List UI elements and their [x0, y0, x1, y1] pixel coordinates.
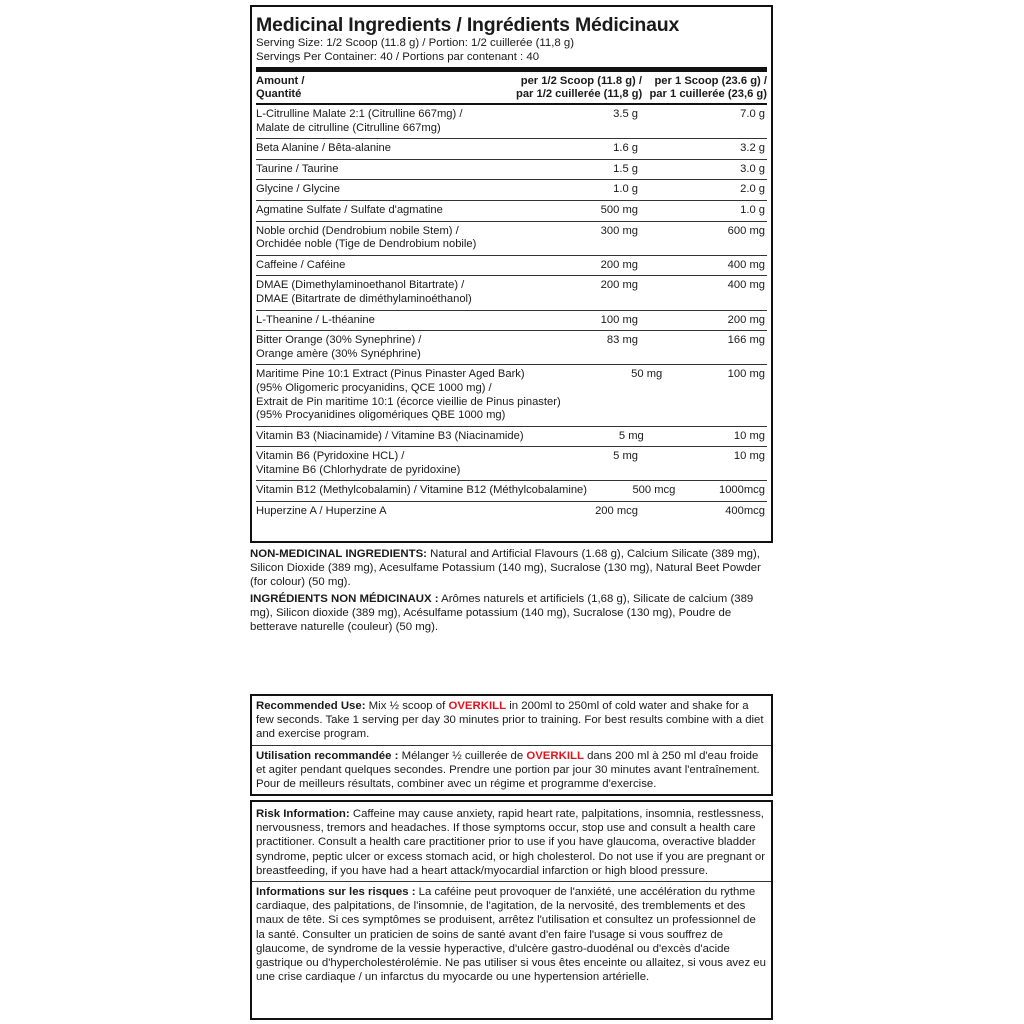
risk-info-fr-text: La caféine peut provoquer de l'anxiété, une accélération du rythme cardiaque, des palpitations, de l'insomnie, de l'agitation, de la nervosité, des tremblements et des maux de tête. Si ces symptômes se produisent, arrêtez l'utilisation et consultez un professionnel de la santé. Consulter un praticien de soins de santé avant d'en faire l'usage si vous souffrez de glaucome, de syndrome de la vessie hyperactive, d'ulcère gastro-duodénal ou d'excès d'acide gastrique ou d'hypercholestérolémie. Ne pas utiliser si vous êtes enceinte ou allaitez, si vous avez eu une crise cardiaque / un infarctus du myocarde ou une hypertension artérielle. — [256, 886, 766, 984]
recommended-use-fr-after: dans 200 ml à 250 ml d'eau froide et agiter pendant quelques secondes. Prendre une portion par jour 30 minutes avant l'entraînement. Pour de meilleurs résultats, combiner avec un régime et programme d'exercise. — [256, 749, 760, 791]
recommended-use-fr — [256, 749, 767, 792]
half-scoop-amount: 50 mg — [631, 368, 663, 381]
full-scoop-amount: 200 mg — [727, 313, 765, 326]
ingredient-name — [256, 368, 561, 422]
full-scoop-amount: 400 mg — [727, 279, 765, 292]
ingredient-name-line: Orchidée noble (Tige de Dendrobium nobile) — [256, 238, 477, 251]
servings-per-container: Servings Per Container: 40 / Portions par contenant : 40 — [256, 51, 540, 63]
half-scoop-header-line1: per 1/2 Scoop (11.8 g) / — [520, 75, 642, 87]
half-scoop-header — [516, 75, 642, 100]
ingredient-name-line: Noble orchid (Dendrobium nobile Stem) / — [256, 224, 459, 237]
ingredient-name-line: DMAE (Dimethylaminoethanol Bitartrate) / — [256, 279, 465, 292]
ingredient-name-line: (95% Oligomeric procyanidins, QCE 1000 mg) / — [256, 381, 492, 394]
half-scoop-amount: 500 mg — [600, 203, 638, 216]
ingredient-name-line: Vitamin B3 (Niacinamide) / Vitamine B3 (Niacinamide) — [256, 429, 524, 442]
medicinal-ingredients-panel — [250, 5, 773, 543]
risk-info-en — [256, 807, 767, 878]
ingredient-name — [256, 430, 524, 444]
ingredient-name-line: Malate de citrulline (Citrulline 667mg) — [256, 121, 441, 134]
full-scoop-header-line1: per 1 Scoop (23.6 g) / — [654, 75, 767, 87]
ingredient-name-line: Orange amère (30% Synéphrine) — [256, 347, 421, 360]
ingredient-name-line: L-Citrulline Malate 2:1 (Citrulline 667mg) / — [256, 108, 463, 120]
ingredient-name-line: Extrait de Pin maritime 10:1 (écorce vieillie de Pinus pinaster) — [256, 395, 561, 408]
ingredient-name-line: Bitter Orange (30% Synephrine) / — [256, 334, 422, 347]
half-scoop-amount: 1.6 g — [613, 142, 638, 155]
table-row — [256, 310, 767, 331]
ingredient-rows — [256, 105, 767, 522]
full-scoop-amount: 10 mg — [733, 429, 765, 442]
full-scoop-amount: 10 mg — [733, 450, 765, 463]
ingredient-name-line: DMAE (Bitartrate de diméthylaminoéthanol) — [256, 292, 472, 305]
half-scoop-amount: 200 mcg — [595, 505, 638, 518]
half-scoop-amount: 3.5 g — [613, 108, 638, 120]
risk-info-en-label: Risk Information: — [256, 808, 350, 820]
non-medicinal-fr-label: INGRÉDIENTS NON MÉDICINAUX : — [250, 593, 439, 605]
risk-information-box — [250, 800, 773, 1020]
risk-info-fr — [256, 885, 767, 984]
ingredient-name — [256, 505, 512, 519]
ingredient-name — [256, 450, 512, 477]
full-scoop-header-line2: par 1 cuillerée (23,6 g) — [649, 87, 767, 100]
full-scoop-amount: 600 mg — [727, 224, 765, 237]
full-scoop-amount: 100 mg — [727, 368, 765, 381]
ingredient-name — [256, 142, 512, 156]
non-medicinal-en — [250, 547, 770, 589]
serving-size: Serving Size: 1/2 Scoop (11.8 g) / Portion: 1/2 cuillerée (11,8 g) — [256, 37, 575, 49]
non-medicinal-ingredients — [250, 547, 770, 634]
table-row — [256, 221, 767, 255]
ingredient-name-line: Maritime Pine 10:1 Extract (Pinus Pinaster Aged Bark) — [256, 368, 525, 381]
non-medicinal-en-label: NON-MEDICINAL INGREDIENTS: — [250, 548, 427, 560]
ingredient-name-line: Glycine / Glycine — [256, 183, 340, 196]
full-scoop-amount: 1.0 g — [740, 203, 765, 216]
table-header — [256, 72, 767, 103]
ingredient-name-line: L-Theanine / L-théanine — [256, 313, 375, 326]
table-row — [256, 330, 767, 364]
full-scoop-amount: 400 mg — [727, 258, 765, 271]
recommended-use-en — [256, 699, 767, 742]
table-row — [256, 255, 767, 276]
ingredient-name-line: Caffeine / Caféine — [256, 258, 346, 271]
table-row — [256, 159, 767, 180]
table-row — [256, 105, 767, 138]
half-scoop-header-line2: par 1/2 cuillerée (11,8 g) — [516, 87, 643, 100]
half-scoop-amount: 100 mg — [600, 313, 638, 326]
ingredient-name-line: Taurine / Taurine — [256, 162, 339, 175]
recommended-use-fr-label: Utilisation recommandée : — [256, 749, 399, 762]
half-scoop-amount: 1.0 g — [613, 183, 638, 196]
panel-title: Medicinal Ingredients / Ingrédients Médicinaux — [256, 14, 680, 36]
recommended-use-box — [250, 694, 773, 796]
half-scoop-amount: 5 mg — [613, 450, 638, 463]
non-medicinal-fr — [250, 592, 770, 634]
ingredient-name-line: Vitamin B6 (Pyridoxine HCL) / — [256, 450, 405, 463]
full-scoop-amount: 7.0 g — [740, 108, 765, 120]
table-row — [256, 480, 767, 501]
brand-name: OVERKILL — [448, 700, 507, 712]
ingredient-name — [256, 314, 512, 328]
ingredient-name — [256, 163, 512, 177]
half-scoop-amount: 5 mg — [618, 429, 644, 442]
ingredient-name — [256, 225, 512, 252]
full-scoop-amount: 3.0 g — [740, 162, 765, 175]
table-row — [256, 179, 767, 200]
table-row — [256, 138, 767, 159]
full-scoop-header — [642, 75, 767, 100]
ingredient-name-line: (95% Procyanidines oligomériques QBE 1000 mg) — [256, 409, 506, 422]
brand-name-fr: OVERKILL — [526, 749, 584, 762]
table-row — [256, 426, 767, 447]
table-row — [256, 501, 767, 522]
non-medicinal-fr-text: Arômes naturels et artificiels (1,68 g), Silicate de calcium (389 mg), Silicon dioxide (389 mg), Acésulfame potassium (140 mg), Sucralose (130 mg), Poudre de betterave naturelle (couleur) (50 mg). — [250, 593, 754, 633]
ingredient-name — [256, 204, 512, 218]
non-medicinal-en-text: Natural and Artificial Flavours (1.68 g), Calcium Silicate (389 mg), Silicon Dioxide (389 mg), Acesulfame Potassium (140 mg), Sucralose (130 mg), Natural Beet Powder (for colour) (50 mg). — [250, 548, 761, 588]
ingredient-name-line: Vitamine B6 (Chlorhydrate de pyridoxine) — [256, 463, 461, 476]
ingredient-name — [256, 484, 587, 498]
ingredient-name — [256, 334, 512, 361]
half-scoop-amount: 83 mg — [606, 334, 638, 347]
ingredient-name-line: Vitamin B12 (Methylcobalamin) / Vitamine B12 (Méthylcobalamine) — [256, 484, 588, 497]
half-scoop-amount: 500 mcg — [632, 484, 676, 497]
full-scoop-amount: 1000mcg — [718, 484, 765, 497]
risk-info-en-text: Caffeine may cause anxiety, rapid heart rate, palpitations, insomnia, restlessness, nervousness, tremors and headaches. If those symptoms occur, stop use and consult a health care practitioner. Consult a health care practitioner prior to use if you have glaucoma, overactive bladder syndrome, peptic ulcer or excess stomach acid, or high cholesterol. Do not use if you are pregnant or breastfeeding, if you have had a heart attack/myocardial infarction or high blood pressure. — [256, 808, 766, 877]
half-scoop-amount: 200 mg — [600, 279, 638, 292]
table-row — [256, 446, 767, 480]
ingredient-name-line: Beta Alanine / Bêta-alanine — [256, 142, 391, 155]
risk-info-fr-label: Informations sur les risques : — [256, 886, 416, 899]
full-scoop-amount: 166 mg — [727, 334, 765, 347]
amount-header-line1: Amount / — [256, 75, 305, 87]
table-row — [256, 364, 767, 425]
amount-header-line2: Quantité — [256, 87, 302, 100]
half-scoop-amount: 300 mg — [600, 224, 638, 237]
full-scoop-amount: 400mcg — [725, 505, 765, 518]
risk-divider — [252, 881, 771, 882]
ingredient-name — [256, 279, 512, 306]
ingredient-name — [256, 183, 512, 197]
full-scoop-amount: 3.2 g — [740, 142, 765, 155]
recommended-use-en-before: Mix ½ scoop of — [365, 700, 449, 712]
full-scoop-amount: 2.0 g — [740, 183, 765, 196]
amount-header — [256, 75, 516, 100]
usage-divider — [252, 745, 771, 746]
half-scoop-amount: 200 mg — [600, 258, 638, 271]
recommended-use-fr-before: Mélanger ½ cuillerée de — [398, 749, 527, 762]
half-scoop-amount: 1.5 g — [613, 162, 638, 175]
recommended-use-en-label: Recommended Use: — [256, 700, 366, 712]
ingredient-name-line: Huperzine A / Huperzine A — [256, 505, 387, 518]
recommended-use-en-after: in 200ml to 250ml of cold water and shake for a few seconds. Take 1 serving per day 30 minutes prior to training. For best results combine with a diet and exercise program. — [256, 700, 764, 741]
table-row — [256, 200, 767, 221]
ingredient-name — [256, 108, 512, 135]
ingredient-name-line: Agmatine Sulfate / Sulfate d'agmatine — [256, 203, 443, 216]
ingredient-name — [256, 259, 512, 273]
table-row — [256, 275, 767, 309]
